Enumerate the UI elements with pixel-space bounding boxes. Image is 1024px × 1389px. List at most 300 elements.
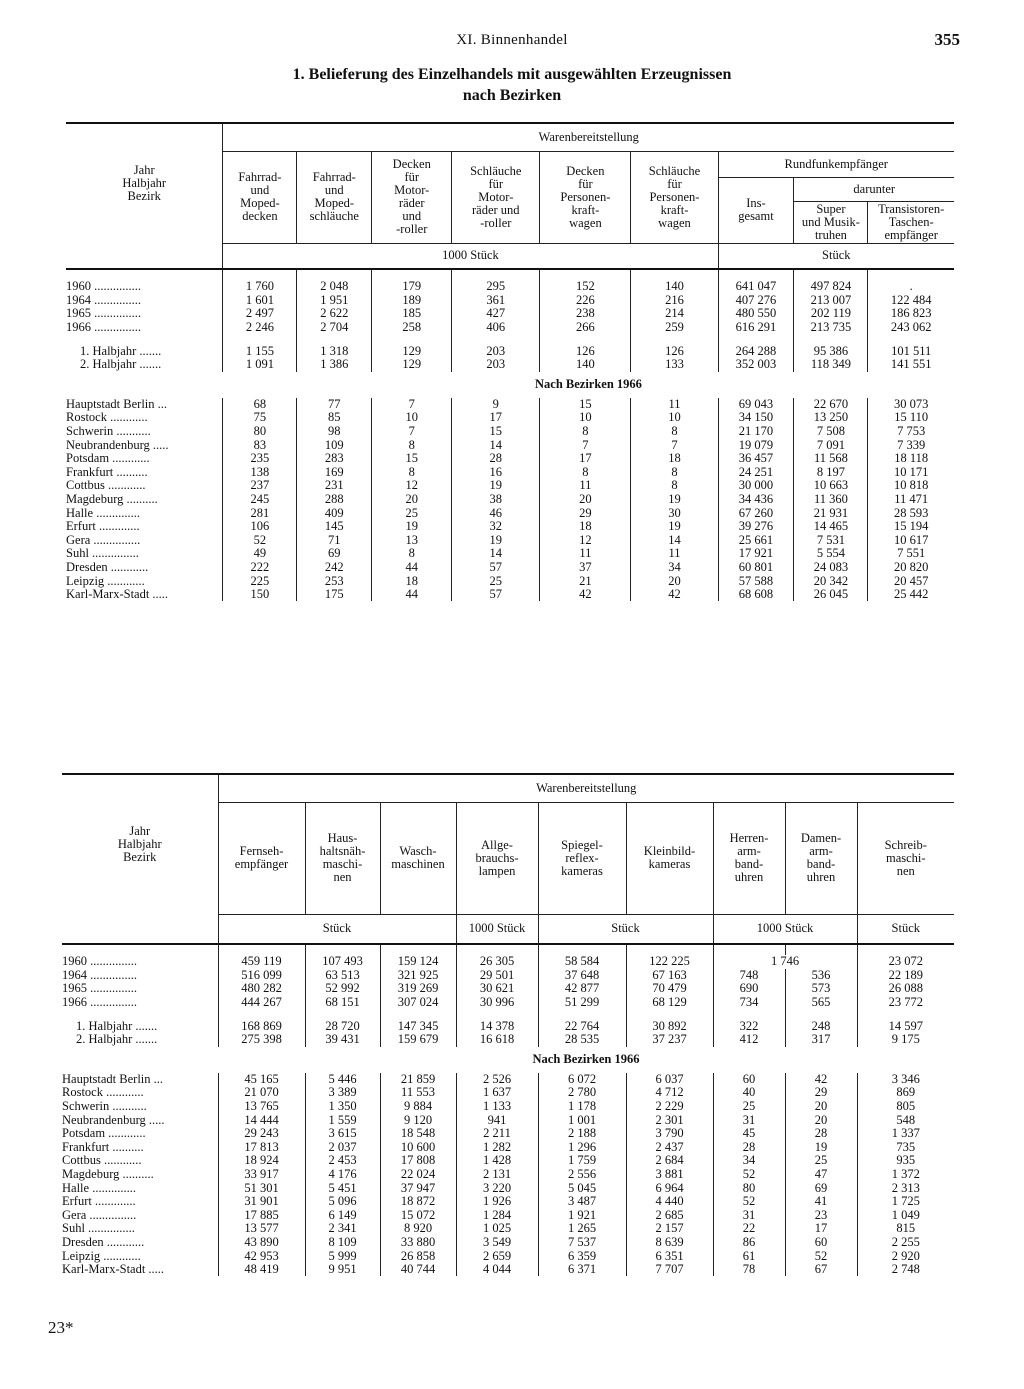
table-cell: 42	[540, 588, 631, 602]
row-label: Gera ...............	[62, 1209, 218, 1223]
table-cell: 1 386	[297, 358, 372, 372]
table-cell: 141 551	[868, 358, 954, 372]
table-cell: 321 925	[380, 969, 456, 983]
table-cell: 2 659	[456, 1249, 538, 1263]
table-cell: 2 157	[626, 1222, 713, 1236]
table-row	[62, 955, 954, 969]
table-cell: 869	[857, 1086, 954, 1100]
table-cell: 33 880	[380, 1236, 456, 1250]
table-cell: 4 176	[305, 1168, 380, 1182]
table-cell: 69 043	[718, 398, 794, 412]
table-row	[66, 588, 954, 602]
col-header-lampen: Allge- brauchs- lampen	[456, 802, 538, 914]
table-cell: 3 346	[857, 1073, 954, 1087]
table-cell: 641 047	[718, 280, 794, 294]
table-row	[62, 1086, 954, 1100]
table-cell: 28	[713, 1141, 785, 1155]
col-header-herrenuhren: Herren- arm- band- uhren	[713, 802, 785, 914]
unit-label-1000-stueck-a: 1000 Stück	[456, 914, 538, 944]
row-label: Karl-Marx-Stadt .....	[66, 588, 223, 602]
table-cell: 1 725	[857, 1195, 954, 1209]
col-header-damenuhren: Damen- arm- band- uhren	[785, 802, 857, 914]
col-header-super-musiktruhen: Super und Musik- truhen	[794, 201, 868, 243]
table-cell: 18 924	[244, 1153, 279, 1168]
table-cell: 52	[785, 1249, 857, 1263]
table-cell: 17	[540, 452, 631, 466]
table-cell: 75	[253, 410, 267, 425]
page-header	[0, 28, 1024, 52]
table-cell: 8	[372, 466, 452, 480]
table-cell: 3 487	[538, 1195, 626, 1209]
table-cell: 536	[785, 969, 857, 983]
table-cell: 281	[250, 505, 270, 520]
row-label: Dresden ............	[62, 1236, 218, 1250]
table-cell: 1 178	[538, 1100, 626, 1114]
table-cell: 7 537	[538, 1236, 626, 1250]
table-cell: 5 451	[305, 1181, 380, 1195]
table-cell: 109	[297, 438, 372, 452]
table-cell: 25 442	[868, 588, 954, 602]
table-cell: 45	[713, 1127, 785, 1141]
table-cell: 4 712	[626, 1086, 713, 1100]
table-cell: 1 926	[456, 1195, 538, 1209]
table-cell: 42 877	[538, 982, 626, 996]
table-cell: 2 341	[305, 1222, 380, 1236]
table-row	[62, 1141, 954, 1155]
table-cell: 41	[785, 1195, 857, 1209]
table-cell: 10 600	[380, 1141, 456, 1155]
table-cell: 8 109	[305, 1236, 380, 1250]
table-cell: 8	[540, 466, 631, 480]
table-cell: 20	[631, 574, 718, 588]
table-cell: 748	[713, 969, 785, 983]
table-cell: 13	[372, 534, 452, 548]
table-cell: 26 088	[857, 982, 954, 996]
table-cell: 9 951	[305, 1263, 380, 1277]
table-cell: 14	[452, 547, 540, 561]
table-cell: 9 120	[380, 1113, 456, 1127]
table-cell: 19	[785, 1141, 857, 1155]
table-cell: 361	[452, 294, 540, 308]
table-cell: 2 622	[297, 307, 372, 321]
table-cell: 22 670	[794, 398, 868, 412]
row-label: Rostock ............	[62, 1086, 218, 1100]
table-cell: 11 553	[380, 1086, 456, 1100]
table-cell: 37	[540, 561, 631, 575]
table-cell: 179	[372, 280, 452, 294]
table-cell: 307 024	[380, 996, 456, 1010]
table-cell: 22 764	[538, 1019, 626, 1033]
table-row	[66, 452, 954, 466]
table-cell: 7	[540, 438, 631, 452]
table-cell: 2 748	[857, 1263, 954, 1277]
table-cell: 10	[631, 411, 718, 425]
table-cell: 23	[785, 1209, 857, 1223]
table-cell: 21 931	[794, 506, 868, 520]
table-cell: 406	[452, 321, 540, 335]
table-cell: 129	[372, 358, 452, 372]
table-row	[66, 520, 954, 534]
table-cell: 1 337	[857, 1127, 954, 1141]
row-label: 1965 ...............	[66, 307, 223, 321]
table-cell: 317	[785, 1033, 857, 1047]
table-cell: 107 493	[305, 955, 380, 969]
table-cell: 22 024	[380, 1168, 456, 1182]
table-cell: 7 531	[794, 534, 868, 548]
col-header-transistor: Transistoren- Taschen- empfänger	[868, 201, 954, 243]
row-label: Cottbus ............	[62, 1154, 218, 1168]
table-cell: 1 133	[456, 1100, 538, 1114]
table-cell: 86	[713, 1236, 785, 1250]
col-header-kleinbild: Kleinbild- kameras	[626, 802, 713, 914]
table-cell: 5 999	[305, 1249, 380, 1263]
table-cell: 2 704	[297, 321, 372, 335]
row-label: 1964 ...............	[66, 294, 223, 308]
table-cell: 213 007	[794, 294, 868, 308]
table-cell: 39 431	[305, 1033, 380, 1047]
table-cell: 126	[540, 344, 631, 358]
table-cell: 80	[253, 424, 267, 439]
table-cell: 283	[297, 452, 372, 466]
table-cell: 1 155	[245, 343, 274, 358]
table-cell: 2 229	[626, 1100, 713, 1114]
table-cell: 9	[452, 398, 540, 412]
table-cell: 1 265	[538, 1222, 626, 1236]
table-cell: 5 554	[794, 547, 868, 561]
table-cell: 52	[713, 1195, 785, 1209]
table-cell: 78	[713, 1263, 785, 1277]
table-cell: 805	[857, 1100, 954, 1114]
row-label: 1960 ...............	[66, 280, 223, 294]
group-header-warenbereitstellung: Warenbereitstellung	[223, 123, 954, 151]
table-cell: 60	[713, 1073, 785, 1087]
table-row	[66, 307, 954, 321]
table-cell: 60 801	[718, 561, 794, 575]
table-cell: 1 760	[245, 279, 274, 294]
table-cell: 8	[631, 479, 718, 493]
table-cell: 11	[631, 547, 718, 561]
table-cell: 25	[713, 1100, 785, 1114]
table-cell: 32	[452, 520, 540, 534]
table-cell: 17 921	[718, 547, 794, 561]
table-cell: 2 131	[456, 1168, 538, 1182]
table-cell: 51 299	[538, 996, 626, 1010]
table-cell: 20	[785, 1100, 857, 1114]
table-cell: 14 465	[794, 520, 868, 534]
table-cell: 10	[540, 411, 631, 425]
table-cell: 19	[631, 520, 718, 534]
table-cell: 203	[452, 344, 540, 358]
table-cell: 25	[452, 574, 540, 588]
table-cell: 319 269	[380, 982, 456, 996]
table-row	[62, 1033, 954, 1047]
table-cell: 3 881	[626, 1168, 713, 1182]
table-cell: 235	[250, 451, 270, 466]
table-row	[62, 1127, 954, 1141]
table-cell: 13 250	[794, 411, 868, 425]
col-header-waschmaschinen: Wasch- maschinen	[380, 802, 456, 914]
table-cell: 29 501	[456, 969, 538, 983]
table-cell: 38	[452, 493, 540, 507]
table-row	[66, 534, 954, 548]
table-cell: 6 371	[538, 1263, 626, 1277]
table-cell: 10 663	[794, 479, 868, 493]
table-cell: 13 765	[244, 1099, 279, 1114]
table-cell: 33 917	[244, 1167, 279, 1182]
table-cell: 21 859	[380, 1073, 456, 1087]
table-cell: 68 151	[305, 996, 380, 1010]
table-cell: 58 584	[538, 955, 626, 969]
table-cell: 23 072	[857, 955, 954, 969]
table-row	[62, 1236, 954, 1250]
table-cell: 150	[250, 587, 270, 602]
col-header-pkw-schlaeuche: Schläuche für Personen- kraft- wagen	[631, 151, 718, 243]
table-cell: 34	[631, 561, 718, 575]
table-cell: 275 398	[241, 1032, 282, 1047]
table-cell: 98	[297, 425, 372, 439]
table-cell: 6 359	[538, 1249, 626, 1263]
row-label: Magdeburg ..........	[62, 1168, 218, 1182]
table-cell: 2 453	[305, 1154, 380, 1168]
table-cell: 8 639	[626, 1236, 713, 1250]
row-label: Frankfurt ..........	[66, 466, 223, 480]
table-cell: 52	[253, 532, 267, 547]
table-cell: 29	[540, 506, 631, 520]
table-cell-watches-combined: 1 746	[713, 955, 857, 969]
table-cell: .	[868, 280, 954, 294]
table-cell: 2 920	[857, 1249, 954, 1263]
unit-label-stueck-b: Stück	[538, 914, 713, 944]
table-cell: 7 508	[794, 425, 868, 439]
table-cell: 21 070	[244, 1085, 279, 1100]
table-cell: 565	[785, 996, 857, 1010]
table-cell: 935	[857, 1154, 954, 1168]
col-header-schreibmaschinen: Schreib- maschi- nen	[857, 802, 954, 914]
table-cell: 175	[297, 588, 372, 602]
row-label: Suhl ...............	[66, 547, 223, 561]
table-cell: 25	[372, 506, 452, 520]
table-cell: 31 901	[244, 1194, 279, 1209]
table-cell: 4 044	[456, 1263, 538, 1277]
table-cell: 216	[631, 294, 718, 308]
table-cell: 30 073	[868, 398, 954, 412]
table-cell: 20	[372, 493, 452, 507]
table-cell: 68 129	[626, 996, 713, 1010]
table-cell: 44	[372, 561, 452, 575]
table-cell: 1 559	[305, 1113, 380, 1127]
table-cell: 57	[452, 588, 540, 602]
table-supply-upper	[66, 122, 954, 601]
table-row	[66, 438, 954, 452]
table-cell: 168 869	[241, 1018, 282, 1033]
table-cell: 222	[250, 559, 270, 574]
table-row	[62, 1073, 954, 1087]
table-cell: 147 345	[380, 1019, 456, 1033]
table-cell: 11	[540, 547, 631, 561]
unit-label-1000-stueck: 1000 Stück	[223, 243, 718, 269]
table-cell: 690	[713, 982, 785, 996]
table-row	[66, 479, 954, 493]
table-cell: 459 119	[241, 954, 282, 969]
col-header-rundfunk: Rundfunkempfänger	[718, 151, 954, 177]
table-cell: 3 220	[456, 1181, 538, 1195]
table-cell: 17 808	[380, 1154, 456, 1168]
table-cell: 159 679	[380, 1033, 456, 1047]
table-cell: 28	[785, 1127, 857, 1141]
table-cell: 42	[785, 1073, 857, 1087]
table-cell: 7	[631, 438, 718, 452]
table-cell: 11	[540, 479, 631, 493]
table-cell: 497 824	[794, 280, 868, 294]
table-cell: 85	[297, 411, 372, 425]
table-cell: 61	[713, 1249, 785, 1263]
table-cell: 34	[713, 1154, 785, 1168]
table-row	[66, 280, 954, 294]
table-cell: 9 884	[380, 1100, 456, 1114]
table-row	[66, 398, 954, 412]
table-cell: 186 823	[868, 307, 954, 321]
table-cell: 1 284	[456, 1209, 538, 1223]
table-row	[66, 466, 954, 480]
table-cell: 10 171	[868, 466, 954, 480]
table-cell: 1 428	[456, 1154, 538, 1168]
table-row	[62, 1019, 954, 1033]
table-row	[66, 321, 954, 335]
table-cell: 8	[372, 438, 452, 452]
table-cell: 259	[631, 321, 718, 335]
row-label: Gera ...............	[66, 534, 223, 548]
table-cell: 2 255	[857, 1236, 954, 1250]
table-cell: 8	[372, 547, 452, 561]
table-cell: 17	[785, 1222, 857, 1236]
table-cell: 2 556	[538, 1168, 626, 1182]
col-header-pkw-decken: Decken für Personen- kraft- wagen	[540, 151, 631, 243]
table-cell: 40 744	[380, 1263, 456, 1277]
table-cell: 248	[785, 1019, 857, 1033]
row-label: Schwerin ...........	[66, 425, 223, 439]
table-cell: 20 820	[868, 561, 954, 575]
table-cell: 14	[452, 438, 540, 452]
group-header-warenbereitstellung-2: Warenbereitstellung	[218, 774, 954, 802]
table-cell: 14	[631, 534, 718, 548]
table-cell: 1 951	[297, 294, 372, 308]
table-row	[66, 506, 954, 520]
table-cell: 815	[857, 1222, 954, 1236]
table-cell: 67 163	[626, 969, 713, 983]
table-row	[62, 1263, 954, 1277]
row-label: 1966 ...............	[62, 996, 218, 1010]
table-cell: 13 577	[244, 1221, 279, 1236]
table-cell: 83	[253, 437, 267, 452]
table-cell: 25	[785, 1154, 857, 1168]
table-cell: 48 419	[244, 1262, 279, 1277]
table-cell: 101 511	[868, 344, 954, 358]
table-cell: 941	[456, 1113, 538, 1127]
table-row	[62, 1195, 954, 1209]
table-cell: 16	[452, 466, 540, 480]
row-label: Dresden ............	[66, 561, 223, 575]
table-cell: 2 497	[245, 306, 274, 321]
table-cell: 322	[713, 1019, 785, 1033]
table-row	[62, 1209, 954, 1223]
corner-header-2: Jahr Halbjahr Bezirk	[62, 774, 218, 914]
table-cell: 8	[631, 466, 718, 480]
table-cell: 19	[452, 479, 540, 493]
table-cell: 15	[452, 425, 540, 439]
table-cell: 80	[713, 1181, 785, 1195]
table-cell: 37 947	[380, 1181, 456, 1195]
table-cell: 17 813	[244, 1139, 279, 1154]
table-row	[62, 982, 954, 996]
table-cell: 57 588	[718, 574, 794, 588]
table-cell: 22	[713, 1222, 785, 1236]
table-cell: 63 513	[305, 969, 380, 983]
table-cell: 15	[540, 398, 631, 412]
table-cell: 1 921	[538, 1209, 626, 1223]
table-cell: 6 149	[305, 1209, 380, 1223]
row-label: Rostock ............	[66, 411, 223, 425]
section-label: Nach Bezirken 1966	[532, 1052, 640, 1067]
table-cell: 17	[452, 411, 540, 425]
table-cell: 1 296	[538, 1141, 626, 1155]
table-cell: 202 119	[794, 307, 868, 321]
col-header-fahrrad-schlaeuche: Fahrrad- und Moped- schläuche	[297, 151, 372, 243]
table-cell: 231	[297, 479, 372, 493]
table-cell: 5 045	[538, 1181, 626, 1195]
table-cell: 20	[540, 493, 631, 507]
table-cell: 8	[631, 425, 718, 439]
table-cell: 1 350	[305, 1100, 380, 1114]
table-cell: 30 000	[718, 479, 794, 493]
table-cell: 126	[631, 344, 718, 358]
table-cell: 20 457	[868, 574, 954, 588]
table-cell: 95 386	[794, 344, 868, 358]
col-header-fahrrad-decken: Fahrrad- und Moped- decken	[223, 151, 297, 243]
table-cell: 407 276	[718, 294, 794, 308]
table-cell: 12	[372, 479, 452, 493]
chapter-title: XI. Binnenhandel	[456, 32, 568, 48]
table-row	[62, 1249, 954, 1263]
table-cell: 34 150	[718, 411, 794, 425]
table-cell: 516 099	[241, 967, 282, 982]
table-cell: 242	[297, 561, 372, 575]
table-cell: 266	[540, 321, 631, 335]
table-row	[62, 1154, 954, 1168]
row-label: Hauptstadt Berlin ...	[62, 1073, 218, 1087]
table-cell: 3 790	[626, 1127, 713, 1141]
table-cell: 295	[452, 280, 540, 294]
row-label: 2. Halbjahr .......	[66, 358, 223, 372]
table-cell: 444 267	[241, 995, 282, 1010]
table-row	[62, 1100, 954, 1114]
table-cell: 735	[857, 1141, 954, 1155]
table-cell: 37 237	[626, 1033, 713, 1047]
table-cell: 60	[785, 1236, 857, 1250]
row-label: Neubrandenburg .....	[62, 1113, 218, 1127]
table-cell: 11 568	[794, 452, 868, 466]
table-cell: 10 818	[868, 479, 954, 493]
table-cell: 69	[785, 1181, 857, 1195]
table-row	[66, 344, 954, 358]
corner-header: Jahr Halbjahr Bezirk	[66, 123, 223, 243]
table-cell: 24 083	[794, 561, 868, 575]
table-cell: 39 276	[718, 520, 794, 534]
row-label: Potsdam ............	[62, 1127, 218, 1141]
table-cell: 67	[785, 1263, 857, 1277]
table-cell: 1 282	[456, 1141, 538, 1155]
table-cell: 26 305	[456, 955, 538, 969]
table-title-line-1: 1. Belieferung des Einzelhandels mit ausgewählten Erzeugnissen	[292, 66, 732, 83]
